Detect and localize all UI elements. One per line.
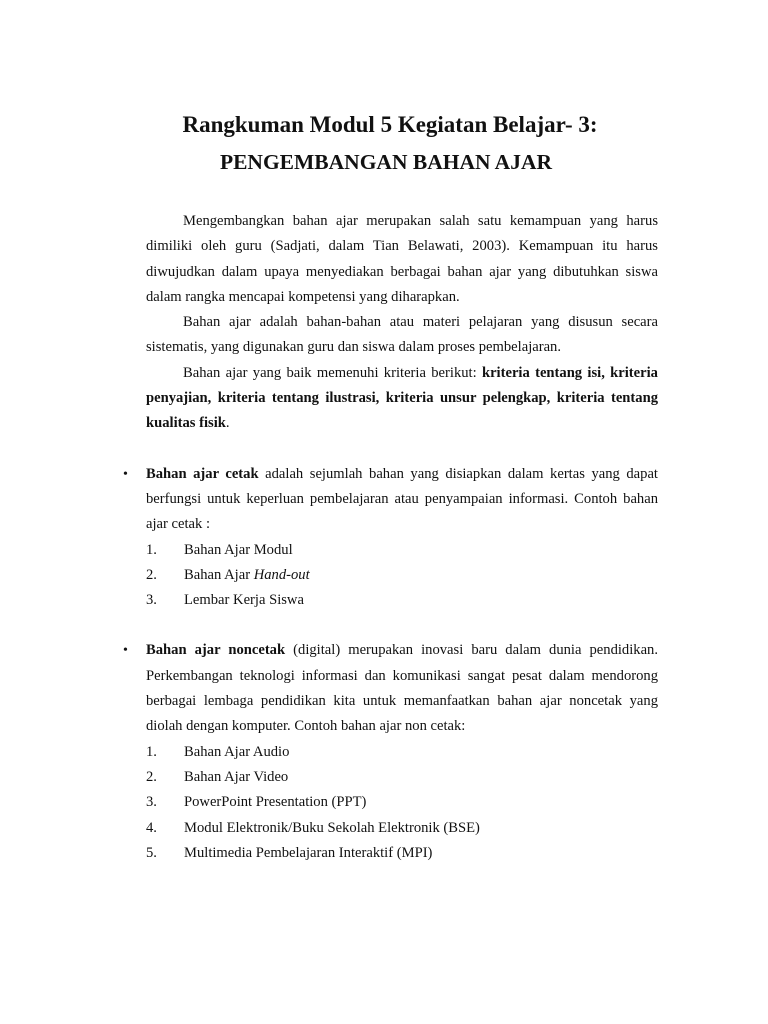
list-item-text: Bahan Ajar Audio — [184, 743, 290, 760]
list-item-text: Bahan Ajar Video — [184, 768, 289, 785]
criteria-end: . — [225, 415, 230, 432]
list-item-text: Modul Elektronik/Buku Sekolah Elektronik (BSE) — [184, 819, 480, 836]
list-number: 5. — [146, 844, 157, 861]
list-item — [146, 765, 658, 790]
criteria-list: kriteria tentang isi, kriteria penyajian, kriteria tentang ilustrasi, kriteria unsur pelengkap, kriteria tentang kualitas fisik — [146, 364, 658, 432]
list-number: 1. — [146, 541, 157, 558]
bullet-icon: • — [123, 643, 128, 659]
bullet-text — [146, 638, 658, 739]
list-number: 1. — [146, 743, 157, 760]
list-number: 3. — [146, 592, 157, 609]
list-item-text: Multimedia Pembelajaran Interaktif (MPI) — [184, 844, 433, 861]
bullet-description: (digital) merupakan inovasi baru dalam dunia pendidikan. Perkembangan teknologi informasi dan komunikasi sangat pesat dalam mendorong berbagai lembaga pendidikan kita untuk memanfaatkan bahan ajar noncetak yang diolah dengan komputer. Contoh bahan ajar non cetak: — [146, 642, 658, 735]
list-item — [146, 563, 658, 588]
list-item — [146, 588, 658, 613]
list-item — [146, 841, 658, 866]
bullet-bahan-ajar-cetak — [123, 462, 658, 614]
list-item — [146, 538, 658, 563]
list-item-text: PowerPoint Presentation (PPT) — [184, 794, 367, 811]
list-number: 4. — [146, 819, 157, 836]
bullet-bahan-ajar-noncetak — [123, 638, 658, 866]
bullet-description: adalah sejumlah bahan yang disiapkan dalam kertas yang dapat berfungsi untuk keperluan pembelajaran atau penyampaian informasi. Contoh bahan ajar cetak : — [146, 465, 658, 533]
list-number: 2. — [146, 566, 157, 583]
paragraph-definition-skill: Mengembangkan bahan ajar merupakan salah satu kemampuan yang harus dimiliki oleh guru (Sadjati, dalam Tian Belawati, 2003). Kemampuan itu harus diwujudkan dalam upaya menyediakan berbagai bahan ajar yang dibutuhkan siswa dalam rangka mencapai kompetensi yang diharapkan. — [146, 213, 658, 305]
list-number: 2. — [146, 768, 157, 785]
noncetak-example-list — [146, 740, 658, 866]
cetak-example-list — [146, 538, 658, 614]
spacer — [146, 613, 658, 638]
document-subtitle: PENGEMBANGAN BAHAN AJAR — [219, 150, 553, 174]
bullet-icon: • — [123, 466, 128, 482]
list-item — [146, 790, 658, 815]
document-body — [123, 209, 658, 866]
list-item — [146, 740, 658, 765]
criteria-intro: Bahan ajar yang baik memenuhi kriteria berikut: — [183, 364, 482, 381]
paragraph-criteria — [146, 361, 658, 437]
list-item-text: Bahan Ajar Modul — [184, 541, 293, 558]
list-item-italic-text: Hand-out — [253, 566, 310, 583]
bullet-text — [146, 462, 658, 538]
document-title: Rangkuman Modul 5 Kegiatan Belajar- 3: — [182, 112, 598, 137]
paragraph-definition-bahan-ajar: Bahan ajar adalah bahan-bahan atau materi pelajaran yang disusun secara sistematis, yang digunakan guru dan siswa dalam proses pembelajaran. — [146, 314, 658, 356]
bullet-term: Bahan ajar cetak — [146, 465, 259, 482]
bullet-term: Bahan ajar noncetak — [146, 642, 286, 659]
list-number: 3. — [146, 794, 157, 811]
list-item-text: Bahan Ajar — [184, 566, 254, 583]
spacer — [146, 437, 658, 462]
list-item-text: Lembar Kerja Siswa — [184, 592, 304, 609]
list-item — [146, 816, 658, 841]
